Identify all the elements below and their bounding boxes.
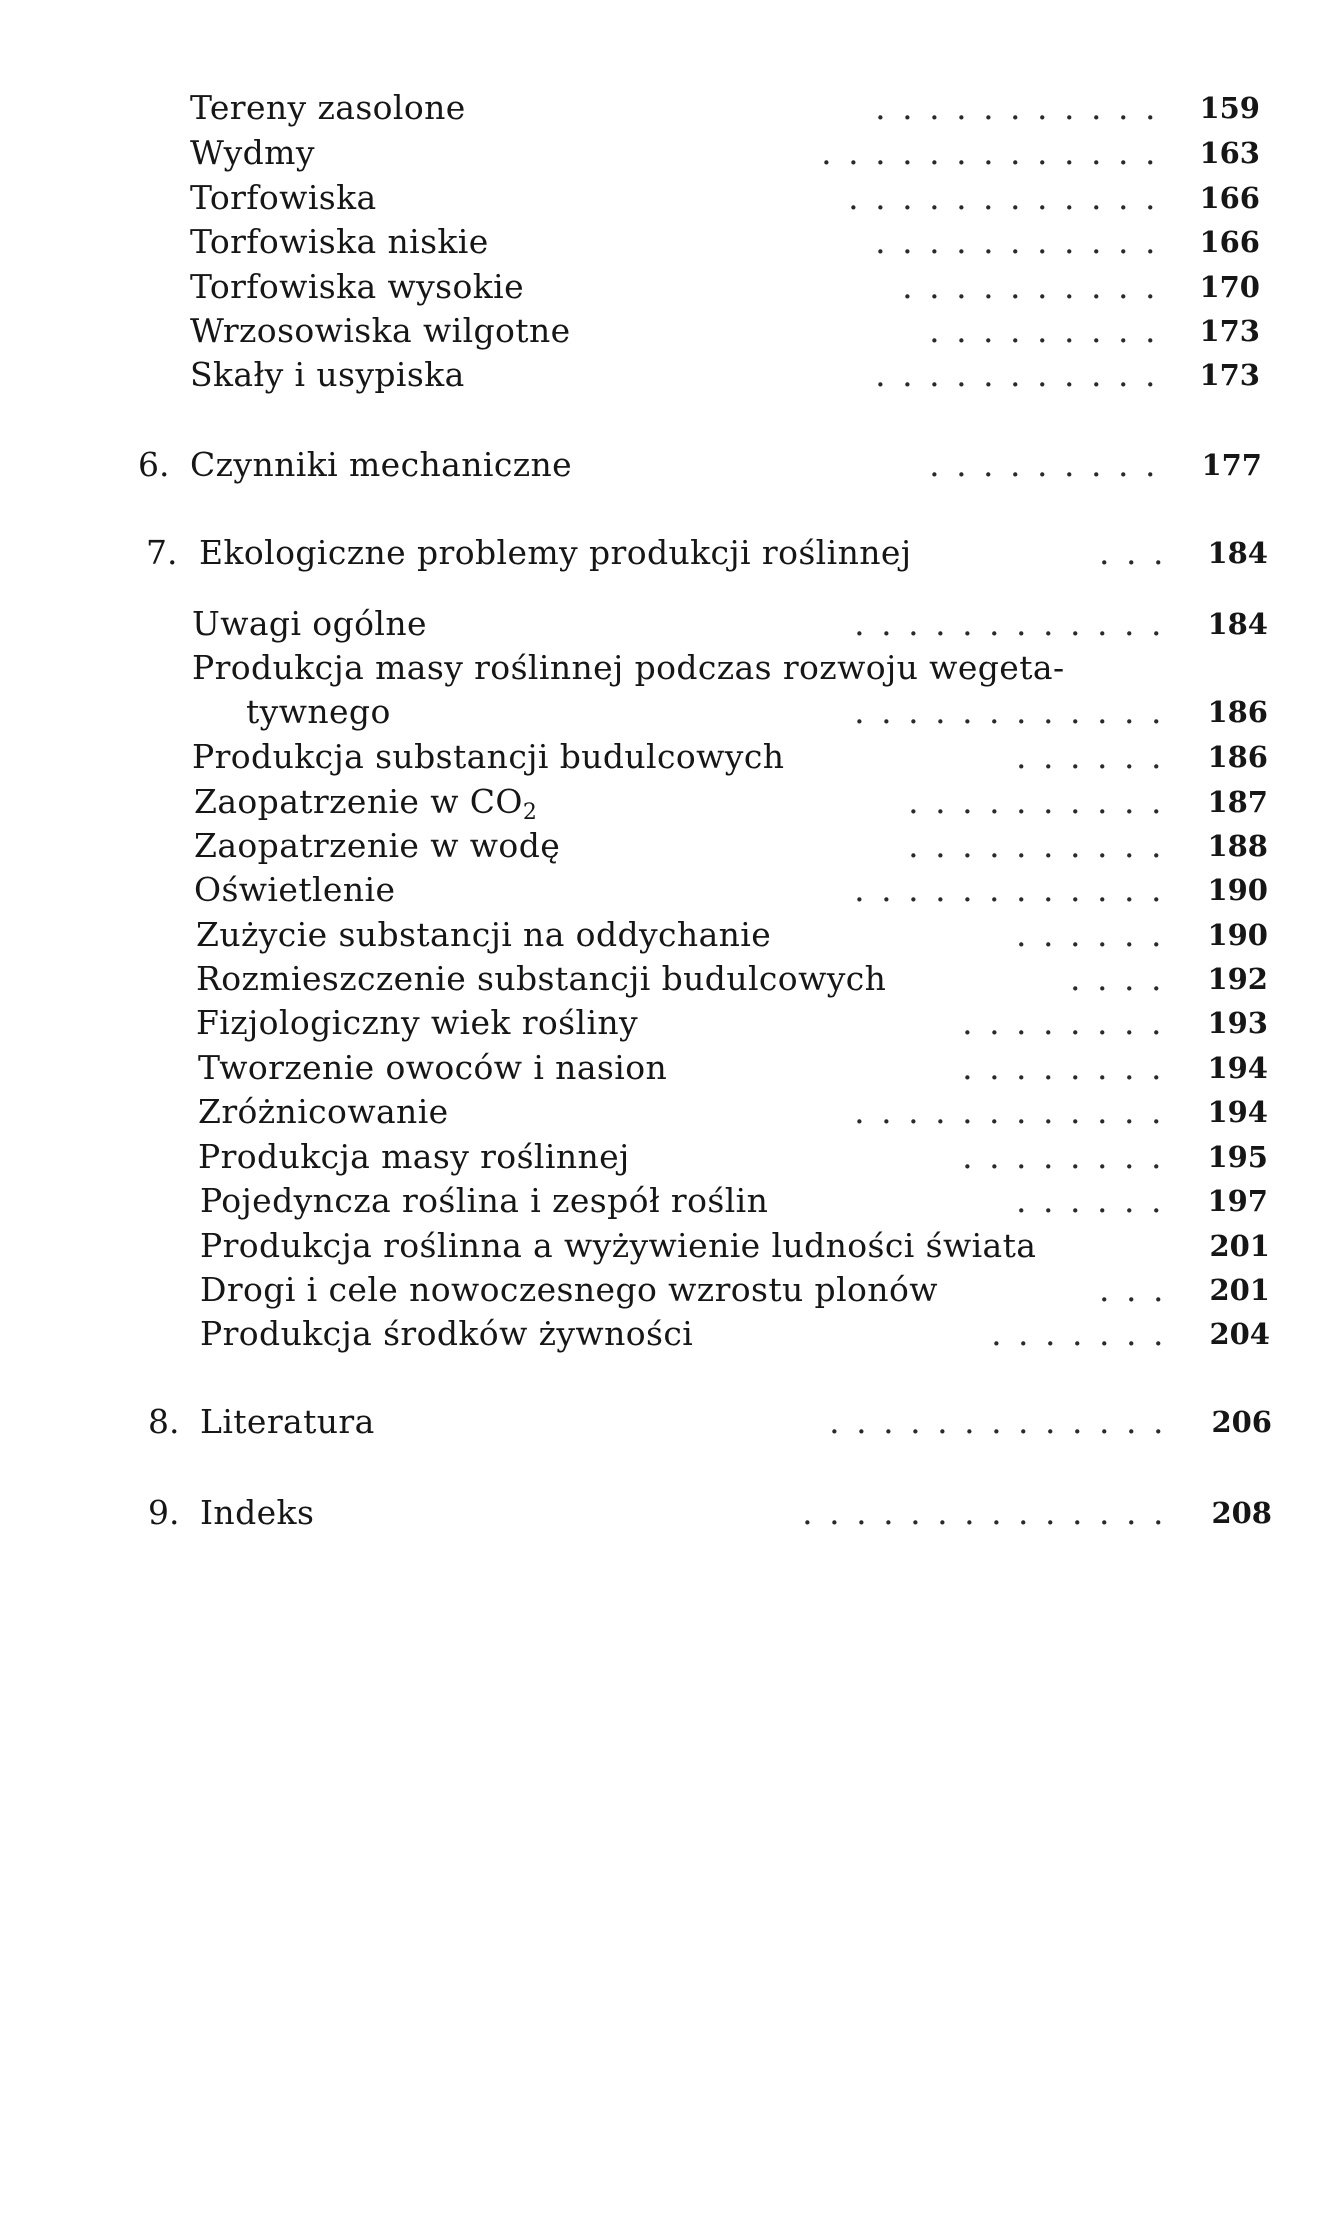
- page-number: 163: [1199, 136, 1260, 170]
- toc-entry[interactable]: [0, 1090, 1340, 1134]
- leader-dots: ...: [1099, 533, 1180, 572]
- toc-entry[interactable]: [0, 220, 1340, 264]
- entry-label: Rozmieszczenie substancji budulcowych: [196, 959, 887, 998]
- leader-dots: ...........: [875, 355, 1172, 394]
- page-number: 201: [1209, 1273, 1270, 1307]
- entry-label: Produkcja roślinna a wyżywienie ludności świata: [200, 1226, 1037, 1265]
- entry-label: Zużycie substancji na oddychanie: [196, 915, 772, 954]
- toc-entry[interactable]: [0, 735, 1340, 779]
- leader-dots: ...........: [875, 222, 1172, 261]
- leader-dots: ....: [1070, 959, 1178, 998]
- toc-entry[interactable]: [0, 353, 1340, 397]
- page-number: 194: [1207, 1051, 1268, 1085]
- entry-label: Torfowiska: [190, 178, 377, 217]
- entry-label: Torfowiska niskie: [190, 222, 489, 261]
- leader-dots: ..........: [902, 267, 1172, 306]
- page-number: 190: [1207, 918, 1268, 952]
- leader-dots: ..............: [802, 1493, 1180, 1532]
- leader-dots: ...: [1099, 1270, 1180, 1309]
- leader-dots: ............: [854, 604, 1178, 643]
- toc-entry[interactable]: [0, 824, 1340, 868]
- page-number: 166: [1199, 225, 1260, 259]
- toc-entry[interactable]: [0, 86, 1340, 130]
- entry-label: Fizjologiczny wiek rośliny: [196, 1003, 639, 1042]
- entry-label-line2: tywnego: [246, 692, 391, 731]
- entry-label: Oświetlenie: [194, 870, 396, 909]
- page-number: 204: [1209, 1317, 1270, 1351]
- chapter-label: Literatura: [200, 1402, 375, 1441]
- page-number: 188: [1207, 829, 1268, 863]
- toc-entry[interactable]: [0, 602, 1340, 646]
- chapter-number: 9.: [148, 1493, 180, 1532]
- chapter-number: 6.: [138, 445, 170, 484]
- toc-entry[interactable]: [0, 1179, 1340, 1223]
- page-number: 194: [1207, 1095, 1268, 1129]
- toc-entry[interactable]: [0, 690, 1340, 734]
- toc-entry[interactable]: [0, 131, 1340, 175]
- entry-label: Wydmy: [190, 133, 315, 172]
- entry-label: Zróżnicowanie: [198, 1092, 449, 1131]
- page-number: 173: [1199, 314, 1260, 348]
- toc-entry[interactable]: [0, 1046, 1340, 1090]
- leader-dots: .......: [991, 1314, 1180, 1353]
- toc-entry[interactable]: [0, 1224, 1340, 1268]
- page-number: 195: [1207, 1140, 1268, 1174]
- page-number: 177: [1201, 448, 1262, 482]
- toc-entry[interactable]: [0, 176, 1340, 220]
- page-number: 208: [1211, 1496, 1272, 1530]
- subscript-two: 2: [522, 800, 538, 825]
- toc-chapter-entry[interactable]: [0, 1400, 1340, 1444]
- entry-label-line1[interactable]: Produkcja masy roślinnej podczas rozwoju wegeta-: [192, 648, 1065, 687]
- leader-dots: .........: [929, 311, 1172, 350]
- page-number: 186: [1207, 740, 1268, 774]
- toc-entry[interactable]: [0, 309, 1340, 353]
- entry-label: Produkcja środków żywności: [200, 1314, 694, 1353]
- page-number: 206: [1211, 1405, 1272, 1439]
- page-number: 193: [1207, 1006, 1268, 1040]
- entry-label: Skały i usypiska: [190, 355, 465, 394]
- chapter-label: Ekologiczne problemy produkcji roślinnej: [199, 533, 912, 572]
- leader-dots: ........: [962, 1137, 1178, 1176]
- entry-label: Zaopatrzenie w wodę: [194, 826, 561, 865]
- leader-dots: ............: [848, 178, 1172, 217]
- entry-label: Drogi i cele nowoczesnego wzrostu plonów: [200, 1270, 938, 1309]
- entry-label: Uwagi ogólne: [192, 604, 427, 643]
- page-number: 187: [1207, 785, 1268, 819]
- toc-chapter-entry[interactable]: [0, 1491, 1340, 1535]
- page-number: 184: [1207, 607, 1268, 641]
- toc-entry[interactable]: [0, 913, 1340, 957]
- entry-label: Tworzenie owoców i nasion: [198, 1048, 668, 1087]
- leader-dots: .........: [929, 445, 1172, 484]
- entry-label: Torfowiska wysokie: [190, 267, 525, 306]
- toc-chapter-entry[interactable]: [0, 531, 1340, 575]
- toc-entry[interactable]: [0, 1135, 1340, 1179]
- leader-dots: ............: [854, 870, 1178, 909]
- page-number: 201: [1209, 1229, 1270, 1263]
- leader-dots: ..........: [908, 782, 1178, 821]
- leader-dots: ......: [1016, 915, 1178, 954]
- leader-dots: ........: [962, 1003, 1178, 1042]
- toc-entry[interactable]: [0, 1268, 1340, 1312]
- page-number: 197: [1207, 1184, 1268, 1218]
- chapter-label: Indeks: [200, 1493, 315, 1532]
- chapter-label: Czynniki mechaniczne: [190, 445, 573, 484]
- entry-label: Pojedyncza roślina i zespół roślin: [200, 1181, 769, 1220]
- leader-dots: .............: [821, 133, 1172, 172]
- entry-label: Wrzosowiska wilgotne: [190, 311, 571, 350]
- leader-dots: ............: [854, 692, 1178, 731]
- toc-entry[interactable]: [0, 957, 1340, 1001]
- page-number: 190: [1207, 873, 1268, 907]
- toc-entry[interactable]: [0, 265, 1340, 309]
- page-number: 166: [1199, 181, 1260, 215]
- page-number: 192: [1207, 962, 1268, 996]
- leader-dots: .............: [829, 1402, 1180, 1441]
- page-number: 186: [1207, 695, 1268, 729]
- toc-chapter-entry[interactable]: [0, 443, 1340, 487]
- page-number: 159: [1199, 91, 1260, 125]
- leader-dots: ...........: [875, 88, 1172, 127]
- page-number: 170: [1199, 270, 1260, 304]
- entry-label: Tereny zasolone: [190, 88, 466, 127]
- toc-entry[interactable]: [0, 1312, 1340, 1356]
- entry-label: Produkcja substancji budulcowych: [192, 737, 785, 776]
- leader-dots: ........: [962, 1048, 1178, 1087]
- entry-label: Produkcja masy roślinnej: [198, 1137, 630, 1176]
- toc-entry[interactable]: [0, 1001, 1340, 1045]
- entry-label-text: Zaopatrzenie w CO: [194, 782, 523, 821]
- leader-dots: ............: [854, 1092, 1178, 1131]
- page-number: 173: [1199, 358, 1260, 392]
- leader-dots: ..........: [908, 826, 1178, 865]
- chapter-number: 8.: [148, 1402, 180, 1441]
- leader-dots: ......: [1016, 1181, 1178, 1220]
- page-number: 184: [1207, 536, 1268, 570]
- entry-label: [194, 780, 537, 824]
- toc-entry[interactable]: [0, 868, 1340, 912]
- leader-dots: ......: [1016, 737, 1178, 776]
- toc-entry[interactable]: [0, 780, 1340, 824]
- chapter-number: 7.: [146, 533, 178, 572]
